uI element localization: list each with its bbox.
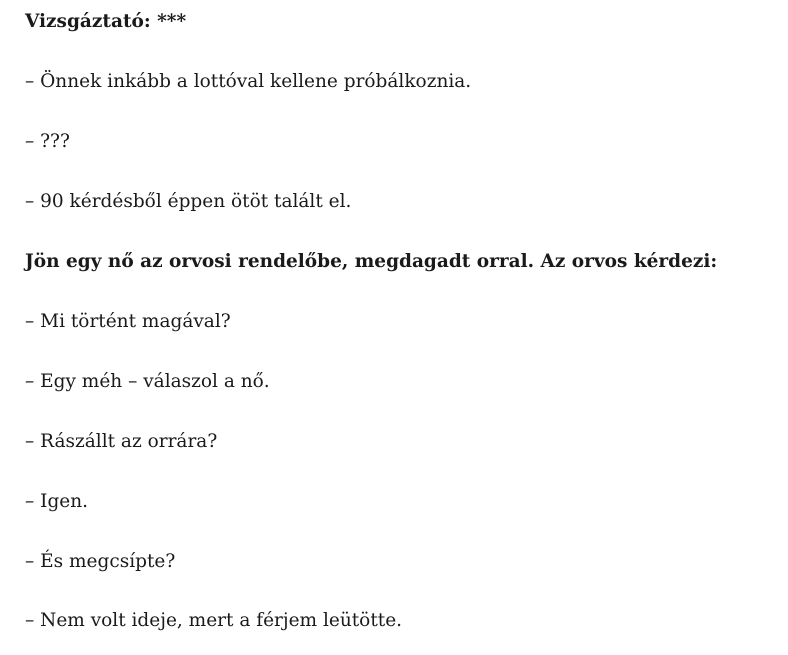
dialogue-line: – 90 kérdésből éppen ötöt talált el. bbox=[25, 191, 352, 212]
dialogue-line: – ??? bbox=[25, 131, 70, 152]
dialogue-line: – Önnek inkább a lottóval kellene próbálkoznia. bbox=[25, 71, 472, 92]
dialogue-line: – Rászállt az orrára? bbox=[25, 431, 218, 452]
joke-heading: Jön egy nő az orvosi rendelőbe, megdagadt orral. Az orvos kérdezi: bbox=[25, 251, 718, 272]
dialogue-line: – Nem volt ideje, mert a férjem leütötte. bbox=[25, 610, 403, 631]
dialogue-line: – Egy méh – válaszol a nő. bbox=[25, 371, 270, 392]
dialogue-line: – Igen. bbox=[25, 491, 89, 512]
dialogue-line: – Mi történt magával? bbox=[25, 311, 231, 332]
exam-heading: Vizsgáztató: *** bbox=[25, 11, 187, 32]
dialogue-line: – És megcsípte? bbox=[25, 551, 176, 572]
